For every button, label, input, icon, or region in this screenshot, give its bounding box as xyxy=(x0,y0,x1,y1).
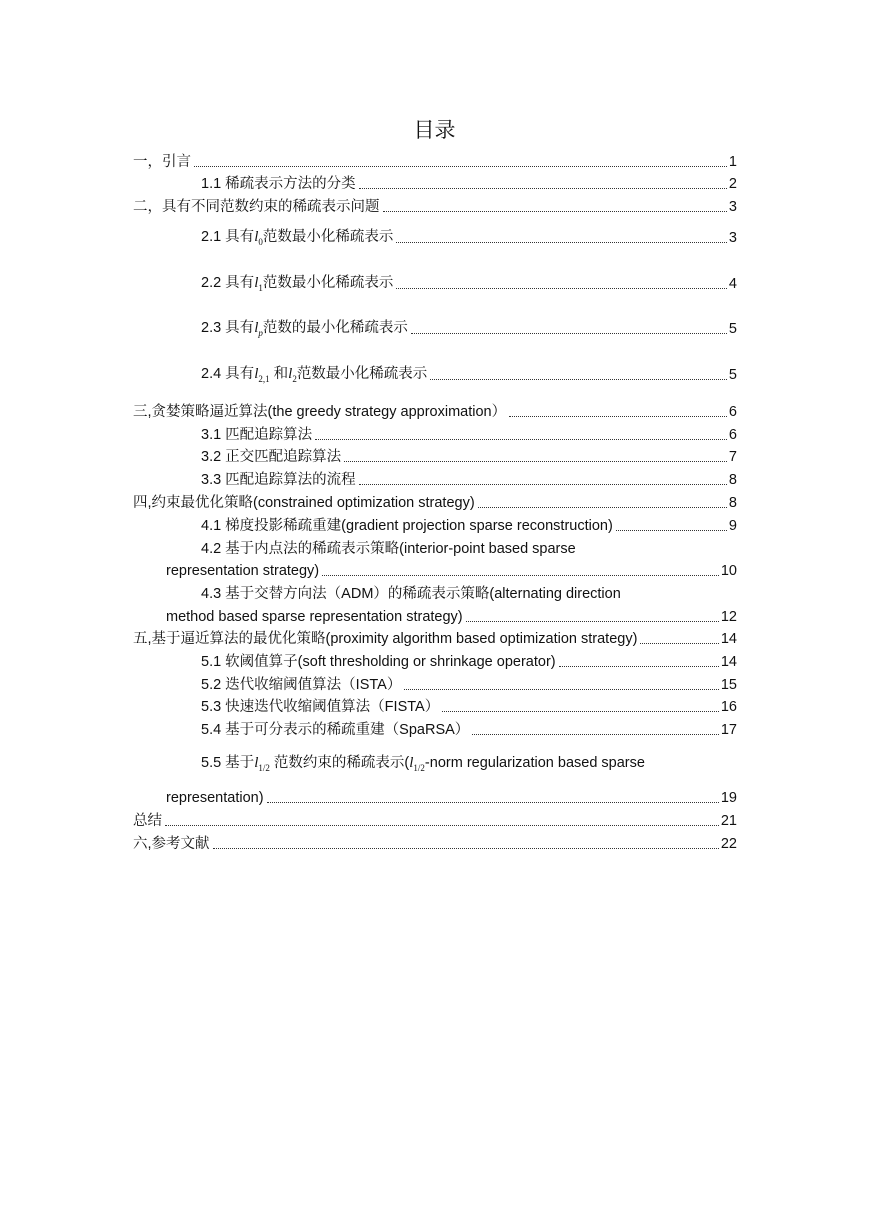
toc-page-number: 21 xyxy=(720,813,737,829)
toc-entry[interactable] xyxy=(201,675,737,695)
dot-leader xyxy=(267,802,719,803)
toc-page-number: 17 xyxy=(720,722,737,738)
toc-page-number: 1 xyxy=(728,154,737,170)
toc-page-number: 22 xyxy=(720,836,737,852)
toc-entry-text: 一，引言 xyxy=(133,154,191,170)
toc-entry-text: 2.2 具有$l_1$范数最小化稀疏表示 xyxy=(201,275,394,293)
toc-page-number: 7 xyxy=(728,449,737,465)
toc-page-number: 6 xyxy=(728,404,737,420)
dot-leader xyxy=(344,461,727,462)
toc-entry[interactable] xyxy=(133,834,737,854)
toc-entry-text: representation strategy) xyxy=(166,563,320,579)
toc-entry-text: 总结 xyxy=(133,813,162,829)
toc-entry-text: 二，具有不同范数约束的稀疏表示问题 xyxy=(133,199,380,215)
toc-entry[interactable] xyxy=(201,228,737,248)
toc-entry[interactable] xyxy=(201,652,737,672)
toc-entry[interactable] xyxy=(201,274,737,294)
toc-entry-text: 四,约束最优化策略(constrained optimization strategy) xyxy=(133,495,475,511)
dot-leader xyxy=(213,848,719,849)
toc-entry-text: 2.1 具有$l_0$范数最小化稀疏表示 xyxy=(201,229,394,247)
toc-entry-text: 1.1 稀疏表示方法的分类 xyxy=(201,176,356,192)
dot-leader xyxy=(194,166,727,167)
dot-leader xyxy=(396,242,727,243)
toc-entry-text: 3.3 匹配追踪算法的流程 xyxy=(201,472,356,488)
toc-entry-text: 五,基于逼近算法的最优化策略(proximity algorithm based optimization strategy) xyxy=(133,631,638,647)
toc-entry-text: 三,贪婪策略逼近算法(the greedy strategy approximation） xyxy=(133,404,507,420)
toc-entry-text: 4.1 梯度投影稀疏重建(gradient projection sparse reconstruction) xyxy=(201,518,613,534)
toc-entry-line[interactable] xyxy=(201,754,737,774)
toc-page-number: 2 xyxy=(728,176,737,192)
toc-page-number: 19 xyxy=(720,790,737,806)
toc-entry-text: 5.4 基于可分表示的稀疏重建（SpaRSA） xyxy=(201,722,470,738)
toc-page-number: 9 xyxy=(728,518,737,534)
toc-entry[interactable] xyxy=(201,365,737,385)
toc-entry[interactable] xyxy=(201,720,737,740)
toc-page-number: 14 xyxy=(720,654,737,670)
toc-title: 目录 xyxy=(413,118,456,142)
dot-leader xyxy=(466,621,719,622)
toc-page-number: 14 xyxy=(720,631,737,647)
dot-leader xyxy=(509,416,727,417)
toc-entry[interactable] xyxy=(133,402,737,422)
toc-entry-text: 5.2 迭代收缩阈值算法（ISTA） xyxy=(201,677,402,693)
toc-page-number: 8 xyxy=(728,495,737,511)
toc-entry[interactable] xyxy=(201,319,737,339)
toc-entry-line[interactable] xyxy=(201,584,737,604)
toc-entry[interactable] xyxy=(133,152,737,172)
toc-entry[interactable] xyxy=(201,174,737,194)
toc-entry-text: 5.3 快速迭代收缩阈值算法（FISTA） xyxy=(201,699,440,715)
toc-entry[interactable] xyxy=(133,629,737,649)
dot-leader xyxy=(359,188,727,189)
dot-leader xyxy=(165,825,719,826)
toc-entry-text: representation) xyxy=(166,790,264,806)
dot-leader xyxy=(616,530,727,531)
toc-entry-text: 2.4 具有$l_{2,1}$ 和$l_2$范数最小化稀疏表示 xyxy=(201,366,428,384)
toc-entry[interactable] xyxy=(166,788,737,808)
toc-entry-text: method based sparse representation strategy) xyxy=(166,609,463,625)
toc-entry[interactable] xyxy=(166,561,737,581)
toc-entry[interactable] xyxy=(201,447,737,467)
toc-entry[interactable] xyxy=(201,516,737,536)
toc-entry[interactable] xyxy=(166,607,737,627)
toc-entry-text: 3.2 正交匹配追踪算法 xyxy=(201,449,342,465)
toc-page-number: 4 xyxy=(728,276,737,292)
toc-page-number: 5 xyxy=(728,367,737,383)
toc-entry[interactable] xyxy=(201,470,737,490)
toc-entry-text: 4.3 基于交替方向法（ADM）的稀疏表示策略(alternating direction xyxy=(201,586,621,602)
toc-entry[interactable] xyxy=(133,811,737,831)
toc-entry-text: 2.3 具有$l_p$范数的最小化稀疏表示 xyxy=(201,320,408,338)
toc-entry[interactable] xyxy=(201,697,737,717)
dot-leader xyxy=(411,333,727,334)
toc-page-number: 10 xyxy=(720,563,737,579)
toc-page-number: 5 xyxy=(728,321,737,337)
dot-leader xyxy=(478,507,727,508)
toc-page-number: 3 xyxy=(728,230,737,246)
toc-entry[interactable] xyxy=(201,425,737,445)
dot-leader xyxy=(383,211,727,212)
toc-page-number: 15 xyxy=(720,677,737,693)
dot-leader xyxy=(430,379,727,380)
toc-page-number: 8 xyxy=(728,472,737,488)
dot-leader xyxy=(404,689,719,690)
dot-leader xyxy=(315,439,727,440)
dot-leader xyxy=(640,643,718,644)
toc-entry-text: 3.1 匹配追踪算法 xyxy=(201,427,313,443)
toc-page-number: 12 xyxy=(720,609,737,625)
dot-leader xyxy=(396,288,727,289)
dot-leader xyxy=(322,575,719,576)
dot-leader xyxy=(442,711,719,712)
dot-leader xyxy=(472,734,719,735)
toc-entry-line[interactable] xyxy=(201,539,737,559)
toc-page-number: 3 xyxy=(728,199,737,215)
dot-leader xyxy=(559,666,719,667)
toc-entry[interactable] xyxy=(133,197,737,217)
toc-entry-text: 5.5 基于$l_{1/2}$ 范数约束的稀疏表示($l_{1/2}$-norm regularization based sparse xyxy=(201,755,645,773)
toc-entry[interactable] xyxy=(133,493,737,513)
toc-page-number: 6 xyxy=(728,427,737,443)
dot-leader xyxy=(359,484,727,485)
toc-entry-text: 5.1 软阈值算子(soft thresholding or shrinkage operator) xyxy=(201,654,556,670)
toc-entry-text: 4.2 基于内点法的稀疏表示策略(interior-point based sparse xyxy=(201,541,576,557)
toc-entry-text: 六,参考文献 xyxy=(133,836,210,852)
toc-page-number: 16 xyxy=(720,699,737,715)
